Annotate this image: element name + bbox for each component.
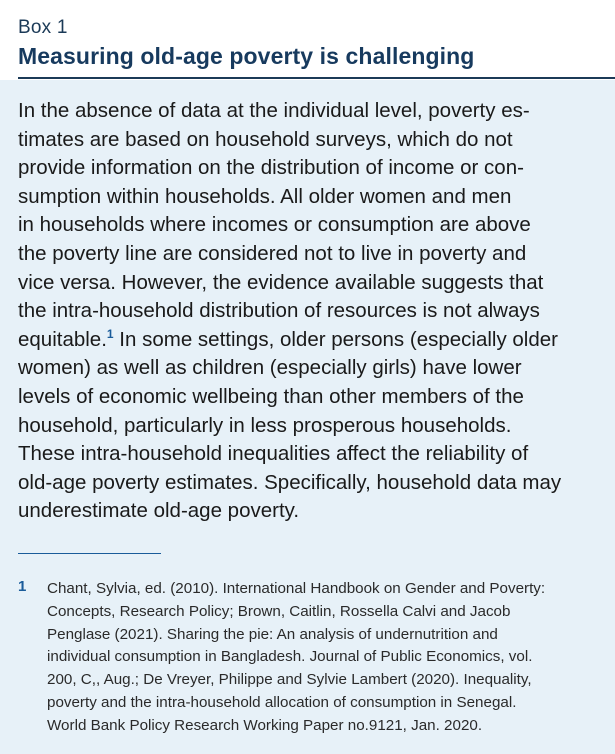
- body-line: the poverty line are considered not to live in poverty and: [18, 241, 527, 265]
- body-line: household, particularly in less prosperous households.: [18, 413, 512, 437]
- body-line: the intra-household distribution of resources is not always: [18, 299, 540, 323]
- body-line: provide information on the distribution of income or con-: [18, 156, 524, 180]
- box-header: [0, 0, 615, 80]
- body-line: timates are based on household surveys, which do not: [18, 127, 513, 151]
- title-divider: [18, 77, 615, 79]
- body-line: women) as well as children (especially girls) have lower: [18, 356, 522, 380]
- body-line: These intra-household inequalities affect the reliability of: [18, 442, 529, 466]
- body-line: [18, 326, 602, 355]
- footnote-line: poverty and the intra-household allocation of consumption in Senegal.: [47, 693, 517, 711]
- footnote-line: Penglase (2021). Sharing the pie: An analysis of undernutrition and: [47, 625, 498, 643]
- body-line: in households where incomes or consumption are above: [18, 213, 531, 237]
- body-line: In the absence of data at the individual level, poverty es-: [18, 99, 530, 122]
- body-line: vice versa. However, the evidence available suggests that: [18, 270, 544, 294]
- footnote-line: 200, C,, Aug.; De Vreyer, Philippe and Sylvie Lambert (2020). Inequality,: [47, 671, 532, 689]
- footnote-text: [47, 578, 598, 738]
- footnote-line: individual consumption in Bangladesh. Journal of Public Economics, vol.: [47, 648, 533, 666]
- body-line: old-age poverty estimates. Specifically, household data may: [18, 470, 562, 494]
- body-line-part: equitable.: [18, 327, 107, 351]
- footnote-reference[interactable]: 1: [106, 326, 114, 341]
- footnote-number: 1: [18, 578, 27, 595]
- footnote-divider: [18, 553, 161, 554]
- box-label: Box 1: [18, 17, 68, 38]
- footnote-line: Concepts, Research Policy; Brown, Caitlin, Rossella Calvi and Jacob: [47, 602, 511, 620]
- box-title: Measuring old-age poverty is challenging: [18, 43, 475, 69]
- body-line: underestimate old-age poverty.: [18, 499, 300, 523]
- footnote-line: World Bank Policy Research Working Paper no.9121, Jan. 2020.: [47, 716, 483, 734]
- body-paragraph: [18, 97, 602, 526]
- footnote-line: Chant, Sylvia, ed. (2010). International Handbook on Gender and Poverty:: [47, 580, 546, 597]
- body-line: levels of economic wellbeing than other members of the: [18, 384, 524, 408]
- body-line: sumption within households. All older women and men: [18, 184, 512, 208]
- body-line-part: In some settings, older persons (especially older: [113, 327, 558, 351]
